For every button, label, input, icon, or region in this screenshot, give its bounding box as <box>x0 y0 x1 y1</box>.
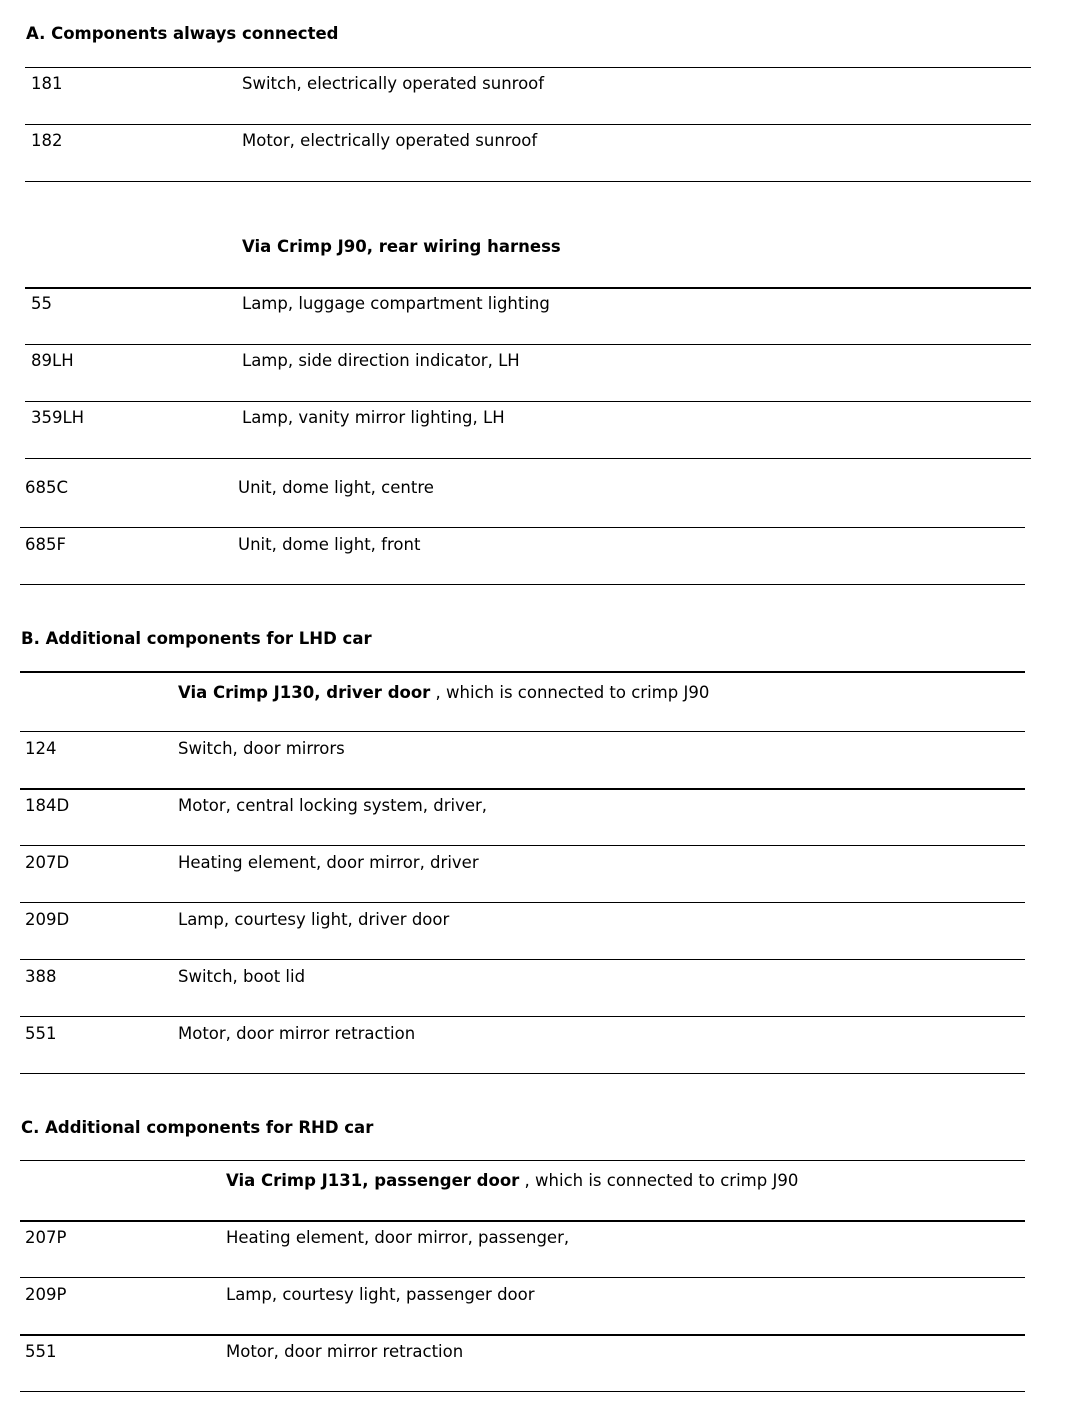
component-desc: Lamp, vanity mirror lighting, LH <box>242 408 505 427</box>
component-desc: Unit, dome light, front <box>238 535 421 554</box>
table-rule <box>20 1391 1025 1392</box>
component-code: 359LH <box>31 408 85 427</box>
table-rule <box>20 527 1025 528</box>
table-rule <box>25 458 1031 459</box>
table-rule <box>20 845 1025 846</box>
section-b-title: B. Additional components for LHD car <box>21 629 372 648</box>
component-code: 209D <box>25 910 70 929</box>
component-code: 207P <box>25 1228 67 1247</box>
section-a-title: A. Components always connected <box>26 24 339 43</box>
via-crimp-note: , which is connected to crimp J90 <box>430 683 710 702</box>
component-code: 124 <box>25 739 57 758</box>
component-desc: Lamp, side direction indicator, LH <box>242 351 520 370</box>
component-code: 685F <box>25 535 66 554</box>
via-crimp-note: , which is connected to crimp J90 <box>519 1171 799 1190</box>
component-desc: Switch, boot lid <box>178 967 306 986</box>
component-desc: Unit, dome light, centre <box>238 478 434 497</box>
component-desc: Lamp, courtesy light, passenger door <box>226 1285 535 1304</box>
component-code: 182 <box>31 131 63 150</box>
via-crimp-label: Via Crimp J90, rear wiring harness <box>242 237 561 256</box>
table-rule <box>25 401 1031 402</box>
table-rule <box>25 181 1031 182</box>
component-desc: Heating element, door mirror, passenger, <box>226 1228 570 1247</box>
component-code: 685C <box>25 478 69 497</box>
table-rule <box>25 344 1031 345</box>
table-rule <box>25 287 1031 289</box>
table-rule <box>25 124 1031 125</box>
via-crimp-name: Via Crimp J130, driver door <box>178 683 431 702</box>
component-desc: Heating element, door mirror, driver <box>178 853 479 872</box>
component-desc: Motor, door mirror retraction <box>226 1342 464 1361</box>
component-desc: Motor, door mirror retraction <box>178 1024 416 1043</box>
component-code: 181 <box>31 74 63 93</box>
component-desc: Motor, electrically operated sunroof <box>242 131 538 150</box>
component-desc: Switch, door mirrors <box>178 739 345 758</box>
component-code: 89LH <box>31 351 74 370</box>
component-code: 184D <box>25 796 70 815</box>
table-rule <box>20 1016 1025 1017</box>
table-rule <box>20 584 1025 585</box>
component-code: 207D <box>25 853 70 872</box>
component-desc: Lamp, courtesy light, driver door <box>178 910 450 929</box>
table-rule <box>20 1220 1025 1222</box>
component-code: 551 <box>25 1342 57 1361</box>
via-crimp-name: Via Crimp J131, passenger door <box>226 1171 520 1190</box>
component-desc: Lamp, luggage compartment lighting <box>242 294 550 313</box>
table-rule <box>20 1160 1025 1161</box>
component-desc: Switch, electrically operated sunroof <box>242 74 545 93</box>
component-code: 551 <box>25 1024 57 1043</box>
component-code: 388 <box>25 967 57 986</box>
component-code: 55 <box>31 294 52 313</box>
component-code: 209P <box>25 1285 67 1304</box>
component-desc: Motor, central locking system, driver, <box>178 796 488 815</box>
table-rule <box>20 1073 1025 1074</box>
table-rule <box>20 731 1025 732</box>
via-crimp-label <box>178 683 709 702</box>
table-rule <box>20 671 1025 673</box>
table-rule <box>20 788 1025 790</box>
table-rule <box>20 1334 1025 1336</box>
via-crimp-label <box>226 1171 798 1190</box>
section-c-title: C. Additional components for RHD car <box>21 1118 374 1137</box>
table-rule <box>20 959 1025 960</box>
table-rule <box>20 1277 1025 1278</box>
table-rule <box>25 67 1031 68</box>
table-rule <box>20 902 1025 903</box>
